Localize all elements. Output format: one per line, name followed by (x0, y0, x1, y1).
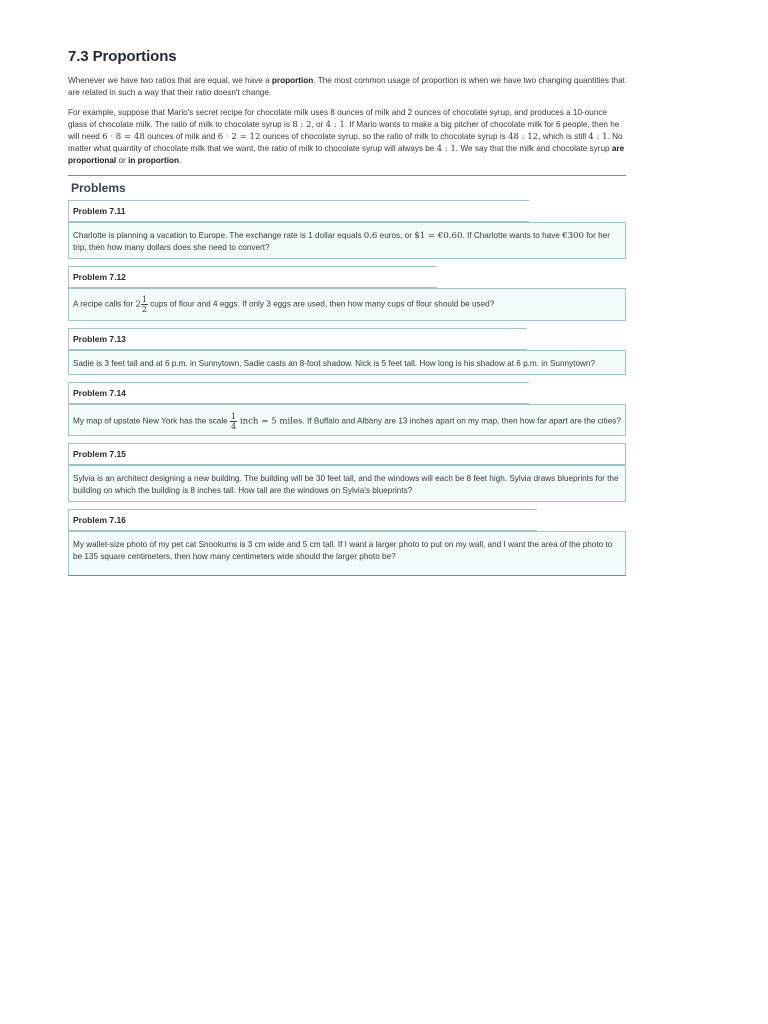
math-expression: 6 · 2 = 12 (217, 132, 261, 142)
math-expression: inch = 5 miles (237, 416, 303, 427)
math-ratio: 48 : 12 (508, 132, 539, 142)
problem-statement: Sylvia is an architect designing a new building. The building will be 30 feet tall, and the windows will each be 8 feet high. Sylvia draws blueprints for the building on which the building is 8 inches tall. How tall are the windows on Sylvia's blueprints? (68, 465, 626, 502)
fraction: $\frac{1}{2}$ (141, 295, 147, 314)
section-bottom-rule (68, 575, 626, 576)
example-paragraph: For example, suppose that Mario's secret recipe for chocolate milk uses 8 ounces of milk and 2 ounces of chocolate syrup, and produces a 10-ounce glass of chocolate milk. The ratio of milk to chocolate syrup is 8 : 2, or 4 : 1. If Mario wants to make a big pitcher of chocolate milk for 6 people, then he will need 6 · 8 = 48 ounces of milk and 6 · 2 = 12 ounces of chocolate syrup, so the ratio of milk to chocolate syrup is 48 : 12, which is still 4 : 1. No matter what quantity of chocolate milk that we want, the ratio of milk to chocolate syrup will always be 4 : 1. We say that the milk and chocolate syrup are proportional or in proportion. (68, 108, 625, 165)
math-expression: $1 = €0.60 (414, 231, 463, 241)
intro-paragraph: Whenever we have two ratios that are equal, we have a proportion. The most common usage of proportion is when we have two changing quantities that are related in such a way that their ratio doesn't change. (68, 76, 625, 97)
problem-statement: My map of upstate New York has the scale $\frac{1}{4}$ inch = 5 miles. If Buffalo and Albany are 13 inches apart on my map, then how far apart are the cities? (68, 404, 626, 436)
problem-statement: Charlotte is planning a vacation to Europe. The exchange rate is 1 dollar equals 0.6 euros, or $1 = €0.60. If Charlotte wants to have €300 for her trip, then how many dollars does she need to convert? (68, 222, 626, 259)
problem-7-15 (68, 443, 626, 502)
math-expression: €300 (562, 231, 584, 241)
problems-heading: Problems (71, 181, 126, 195)
problem-label: Problem 7.13 (68, 328, 527, 350)
fraction: $\frac{1}{4}$ (231, 412, 237, 431)
in-proportion-term: in proportion (128, 156, 179, 165)
problem-label: Problem 7.15 (68, 443, 626, 465)
math-ratio: 8 : 2 (292, 120, 312, 130)
math-ratio: 4 : 1 (588, 132, 608, 142)
problem-label: Problem 7.12 (68, 266, 437, 288)
problem-label: Problem 7.14 (68, 382, 529, 404)
section-title: 7.3 Proportions (68, 48, 177, 65)
math-ratio: 4 : 1 (436, 144, 456, 154)
math-expression: 6 · 8 = 48 (102, 132, 145, 142)
mixed-number-whole: 2 (135, 299, 141, 310)
problem-7-12 (68, 266, 626, 321)
document-content (68, 48, 626, 576)
problem-statement: A recipe calls for 2 $\frac{1}{2}$ cups of flour and 4 eggs. If only 3 eggs are used, then how many cups of flour should be used? (68, 288, 626, 321)
proportional-term: are proportional (68, 144, 625, 165)
problem-7-11 (68, 200, 626, 259)
problem-7-14 (68, 382, 626, 436)
math-ratio: 4 : 1 (325, 120, 345, 130)
problem-statement: Sadie is 3 feet tall and at 6 p.m. in Sunnytown, Sadie casts an 8-foot shadow. Nick is 5 feet tall. How long is his shadow at 6 p.m. in Sunnytown? (68, 350, 626, 375)
proportion-term: proportion (271, 76, 314, 85)
problem-label: Problem 7.11 (68, 200, 529, 222)
problem-statement: My wallet-size photo of my pet cat Snookums is 3 cm wide and 5 cm tall. If I want a larger photo to put on my wall, and I want the area of the photo to be 135 square centimeters, then how many centimeters wide should the larger photo be? (68, 531, 626, 576)
problem-label: Problem 7.16 (68, 509, 537, 531)
problems-section (68, 175, 626, 576)
problem-7-16 (68, 509, 626, 576)
math-expression: 0.6 (363, 231, 378, 241)
problem-7-13 (68, 328, 626, 375)
